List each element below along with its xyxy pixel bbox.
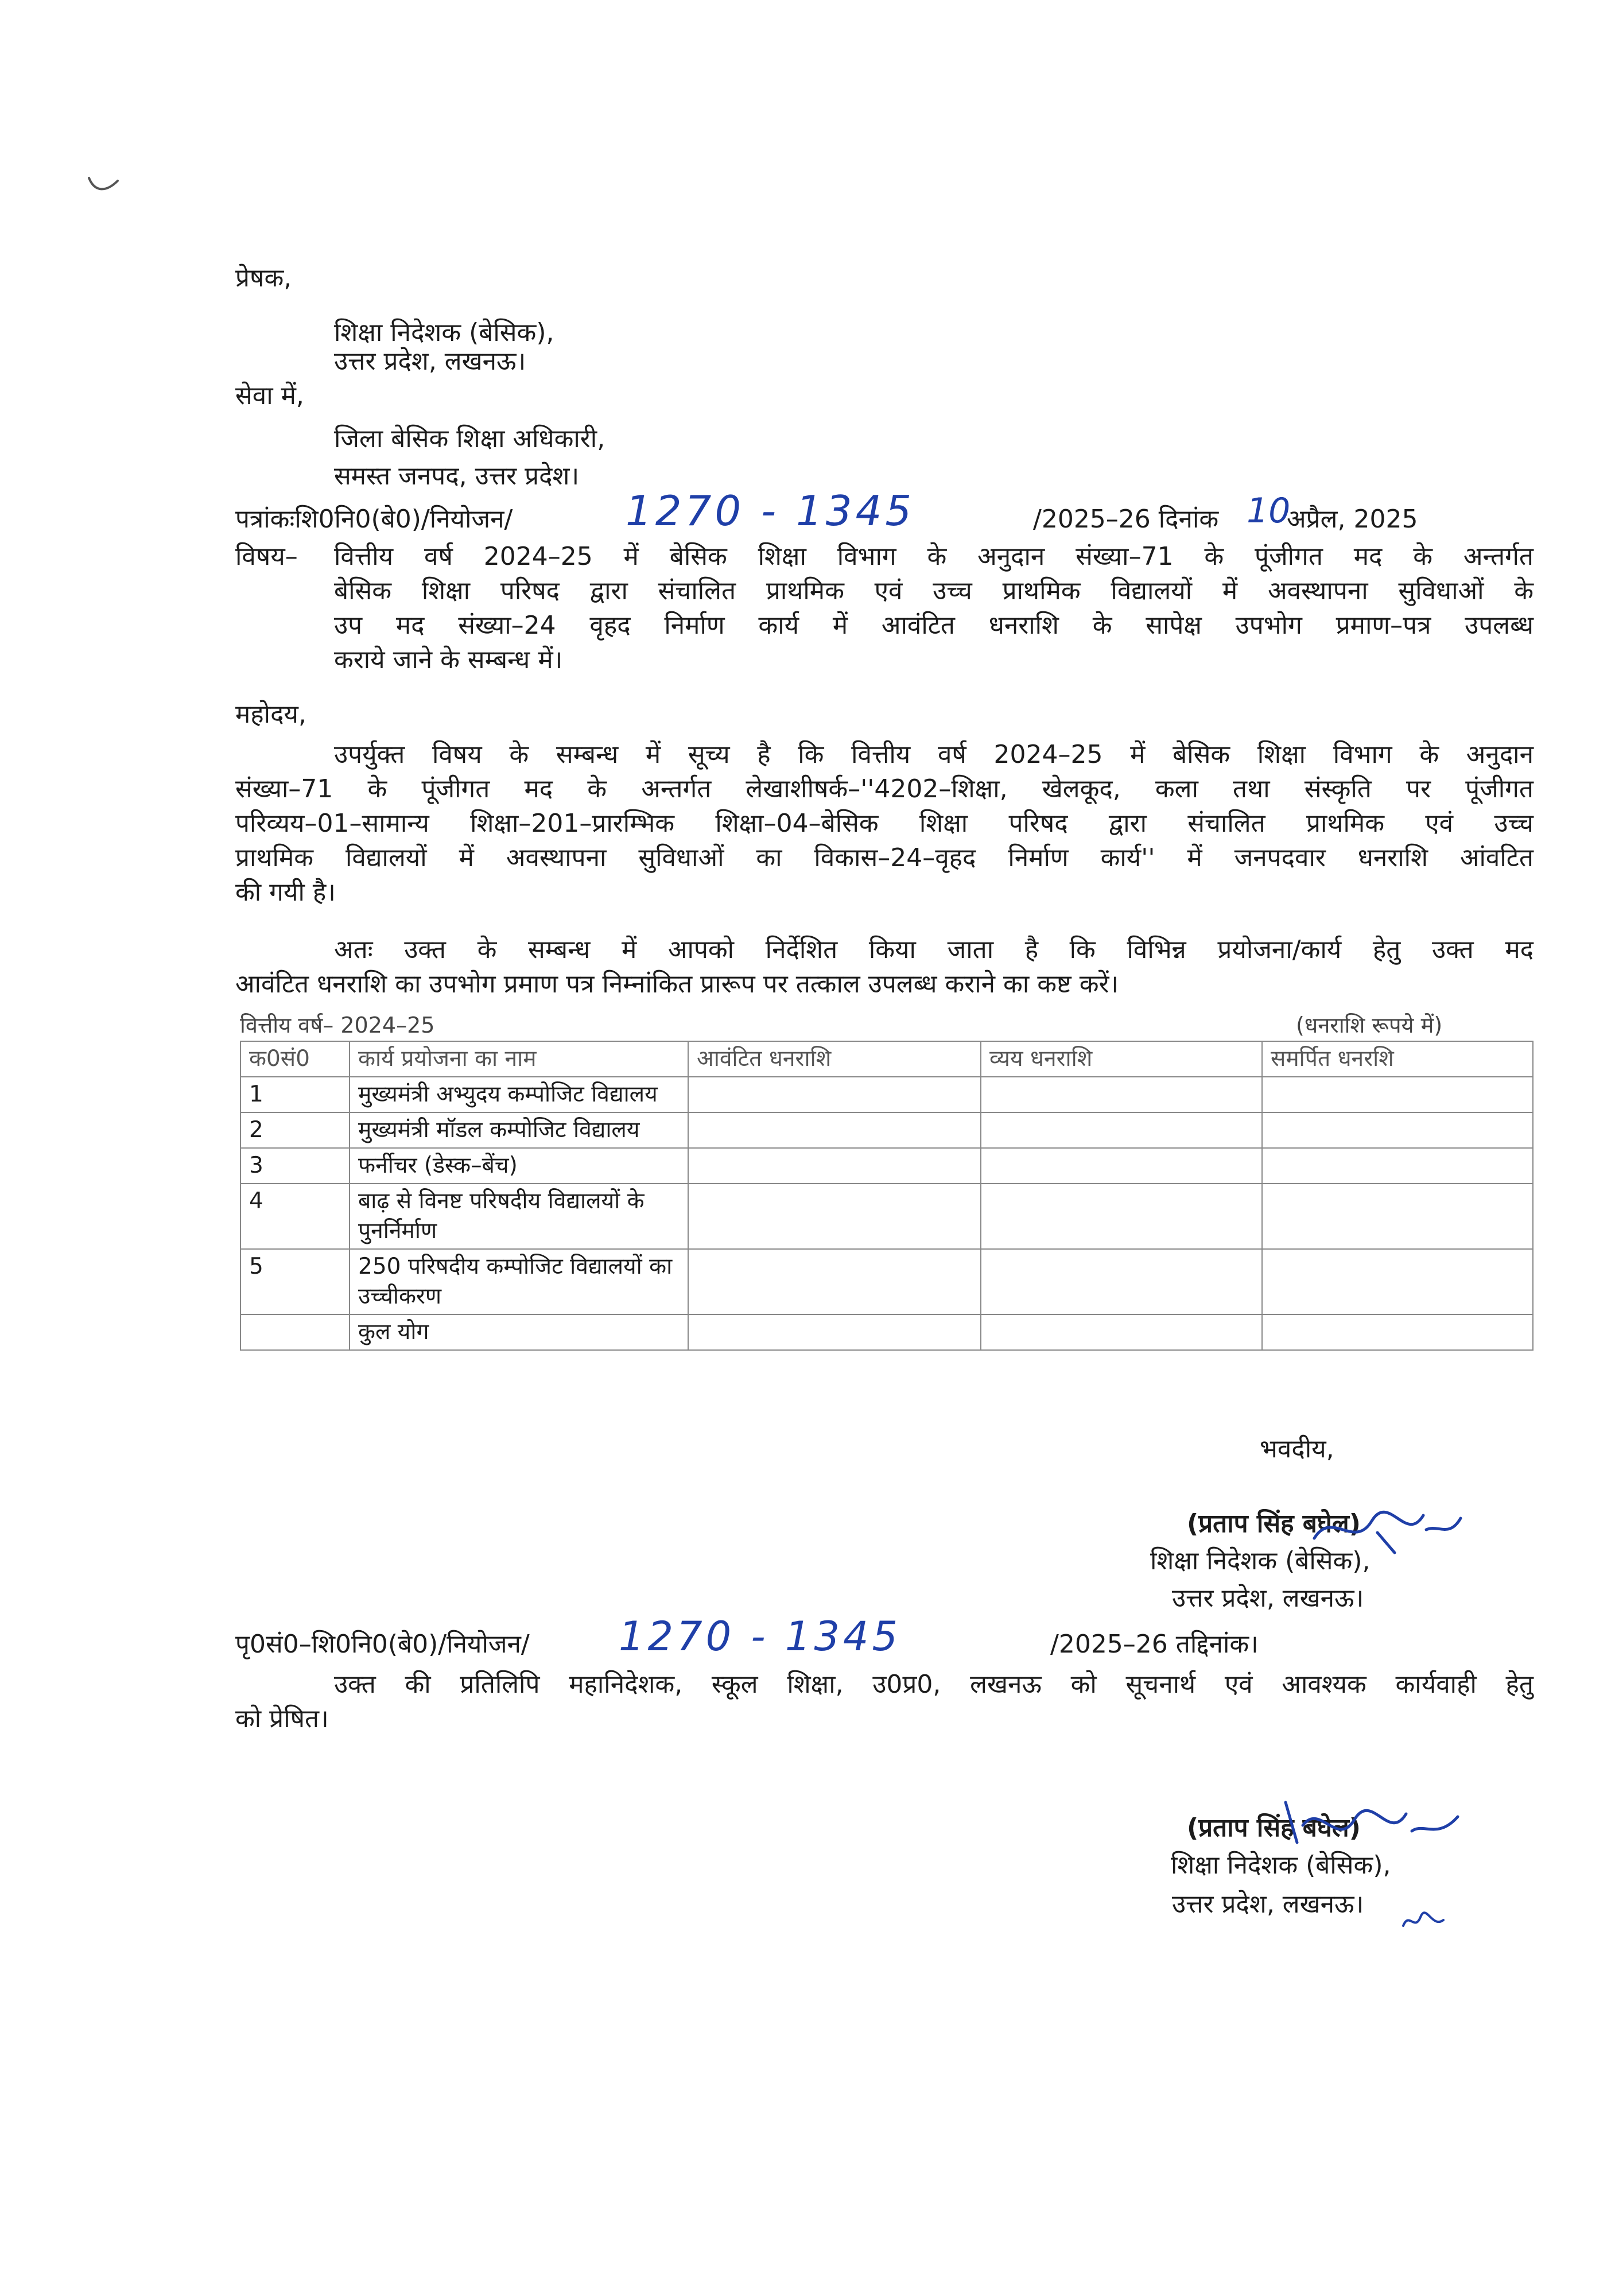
cell-surrendered: [1262, 1314, 1533, 1350]
cell-surrendered: [1262, 1148, 1533, 1184]
stray-mark: [86, 172, 121, 195]
initials-handwritten-mark: [1400, 1906, 1446, 1934]
cell-allotted: [688, 1249, 981, 1314]
cell-total-label: कुल योग: [350, 1314, 688, 1350]
cell-name: मुख्यमंत्री मॉडल कम्पोजिट विद्यालय: [350, 1112, 688, 1148]
sender-label: प्रेषक,: [235, 263, 292, 293]
cell-name: बाढ़ से विनष्ट परिषदीय विद्यालयों के पुनर्निर्माण: [350, 1184, 688, 1249]
cell-name: मुख्यमंत्री अभ्युदय कम्पोजिट विद्यालय: [350, 1077, 688, 1112]
cell-surrendered: [1262, 1077, 1533, 1112]
table-total-row: [240, 1314, 1533, 1350]
cell-allotted: [688, 1148, 981, 1184]
col-header-name: कार्य प्रयोजना का नाम: [350, 1041, 688, 1077]
cell-expense: [981, 1249, 1262, 1314]
signature1-name: (प्रताप सिंह बघेल): [1187, 1509, 1361, 1538]
copy-ref-number-handwritten: 1270 - 1345: [619, 1613, 902, 1660]
letter-ref-day-handwritten: 10: [1247, 491, 1291, 531]
body-para1-line4: प्राथमिक विद्यालयों में अवस्थापना सुविधाओं का विकास–24–वृहद निर्माण कार्य'' में जनपदवार धनराशि आंवटित: [235, 843, 1534, 872]
copy-text: [235, 1667, 1534, 1736]
table-header-row: [240, 1041, 1533, 1077]
cell-sno: 5: [240, 1249, 350, 1314]
salutation: महोदय,: [235, 700, 306, 729]
subject-label: विषय–: [235, 542, 298, 571]
col-header-allotted: आवंटित धनराशि: [688, 1041, 981, 1077]
signature2-name: (प्रताप सिंह बघेल): [1187, 1813, 1361, 1843]
table-row: [240, 1077, 1533, 1112]
cell-name: 250 परिषदीय कम्पोजिट विद्यालयों का उच्चीकरण: [350, 1249, 688, 1314]
subject-line1: वित्तीय वर्ष 2024–25 में बेसिक शिक्षा विभाग के अनुदान संख्या–71 के पूंजीगत मद के अन्तर्गत: [334, 542, 1534, 571]
sender-line2: उत्तर प्रदेश, लखनऊ।: [334, 347, 526, 376]
cell-expense: [981, 1112, 1262, 1148]
cell-surrendered: [1262, 1249, 1533, 1314]
cell-sno: [240, 1314, 350, 1350]
cell-allotted: [688, 1314, 981, 1350]
body-para1-line1: उपर्युक्त विषय के सम्बन्ध में सूच्य है कि वित्तीय वर्ष 2024–25 में बेसिक शिक्षा विभाग के अनुदान: [334, 740, 1534, 769]
signature1-place: उत्तर प्रदेश, लखनऊ।: [1172, 1584, 1364, 1613]
cell-name: फर्नीचर (डेस्क–बेंच): [350, 1148, 688, 1184]
copy-ref-suffix: /2025–26 तद्दिनांक।: [1050, 1630, 1259, 1659]
cell-allotted: [688, 1112, 981, 1148]
signature2-designation: शिक्षा निदेशक (बेसिक),: [1171, 1851, 1391, 1880]
col-header-sno: क0सं0: [240, 1041, 350, 1077]
recipient-line1: जिला बेसिक शिक्षा अधिकारी,: [334, 424, 605, 453]
signature1-designation: शिक्षा निदेशक (बेसिक),: [1150, 1546, 1371, 1576]
copy-text-line1: उक्त की प्रतिलिपि महानिदेशक, स्कूल शिक्षा, उ0प्र0, लखनऊ को सूचनार्थ एवं आवश्यक कार्यवाही हेतु: [334, 1670, 1534, 1699]
letter-ref-month-year: अप्रैल, 2025: [1287, 505, 1418, 534]
copy-ref-prefix: पृ0सं0–शि0नि0(बे0)/नियोजन/: [235, 1630, 530, 1659]
cell-expense: [981, 1077, 1262, 1112]
table-unit-label: (धनराशि रूपये में): [1296, 1013, 1443, 1038]
cell-sno: 3: [240, 1148, 350, 1184]
cell-surrendered: [1262, 1184, 1533, 1249]
cell-allotted: [688, 1077, 981, 1112]
table-row: [240, 1184, 1533, 1249]
table-fiscal-year: वित्तीय वर्ष– 2024–25: [240, 1013, 435, 1038]
cell-expense: [981, 1184, 1262, 1249]
cell-surrendered: [1262, 1112, 1533, 1148]
copy-text-line2: को प्रेषित।: [235, 1704, 329, 1733]
body-para2-line2: आवंटित धनराशि का उपभोग प्रमाण पत्र निम्नांकित प्रारूप पर तत्काल उपलब्ध कराने का कष्ट करें।: [235, 969, 1119, 999]
cell-expense: [981, 1314, 1262, 1350]
body-para2-line1: अतः उक्त के सम्बन्ध में आपको निर्देशित किया जाता है कि विभिन्न प्रयोजना/कार्य हेतु उक्त मद: [334, 935, 1534, 964]
cell-sno: 1: [240, 1077, 350, 1112]
body-paragraph-1: [235, 738, 1534, 910]
subject-line3: उप मद संख्या–24 वृहद निर्माण कार्य में आवंटित धनराशि के सापेक्ष उपभोग प्रमाण–पत्र उपलब्ध: [334, 611, 1534, 640]
letter-ref-number-handwritten: 1270 - 1345: [626, 487, 915, 535]
letter-ref-year-date: /2025–26 दिनांक: [1033, 505, 1219, 534]
cell-sno: 2: [240, 1112, 350, 1148]
col-header-expense: व्यय धनराशि: [981, 1041, 1262, 1077]
recipient-line2: समस्त जनपद, उत्तर प्रदेश।: [334, 461, 580, 491]
letter-ref-prefix: पत्रांकःशि0नि0(बे0)/नियोजन/: [235, 505, 513, 534]
sender-line1: शिक्षा निदेशक (बेसिक),: [334, 318, 554, 347]
body-para1-line5: की गयी है।: [235, 878, 336, 907]
body-para1-line2: संख्या–71 के पूंजीगत मद के अन्तर्गत लेखाशीषर्क–''4202–शिक्षा, खेलकूद, कला तथा संस्कृति पर पूंजीगत: [235, 774, 1534, 804]
body-para1-line3: परिव्यय–01–सामान्य शिक्षा–201–प्रारम्भिक शिक्षा–04–बेसिक शिक्षा परिषद द्वारा संचालित प्राथमिक एवं उच्च: [235, 809, 1534, 838]
signature2-place: उत्तर प्रदेश, लखनऊ।: [1172, 1890, 1364, 1919]
table-row: [240, 1112, 1533, 1148]
cell-expense: [981, 1148, 1262, 1184]
table-row: [240, 1148, 1533, 1184]
table-row: [240, 1249, 1533, 1314]
subject-text: [334, 540, 1534, 677]
cell-allotted: [688, 1184, 981, 1249]
body-paragraph-2: [235, 933, 1534, 1002]
subject-line2: बेसिक शिक्षा परिषद द्वारा संचालित प्राथमिक एवं उच्च प्राथमिक विद्यालयों में अवस्थापना सुविधाओं के: [334, 576, 1534, 606]
utilization-table: [240, 1041, 1534, 1351]
subject-line4: कराये जाने के सम्बन्ध में।: [334, 645, 563, 674]
recipient-label: सेवा में,: [235, 381, 304, 410]
cell-sno: 4: [240, 1184, 350, 1249]
col-header-surrendered: समर्पित धनरशि: [1262, 1041, 1533, 1077]
closing: भवदीय,: [1260, 1434, 1334, 1464]
